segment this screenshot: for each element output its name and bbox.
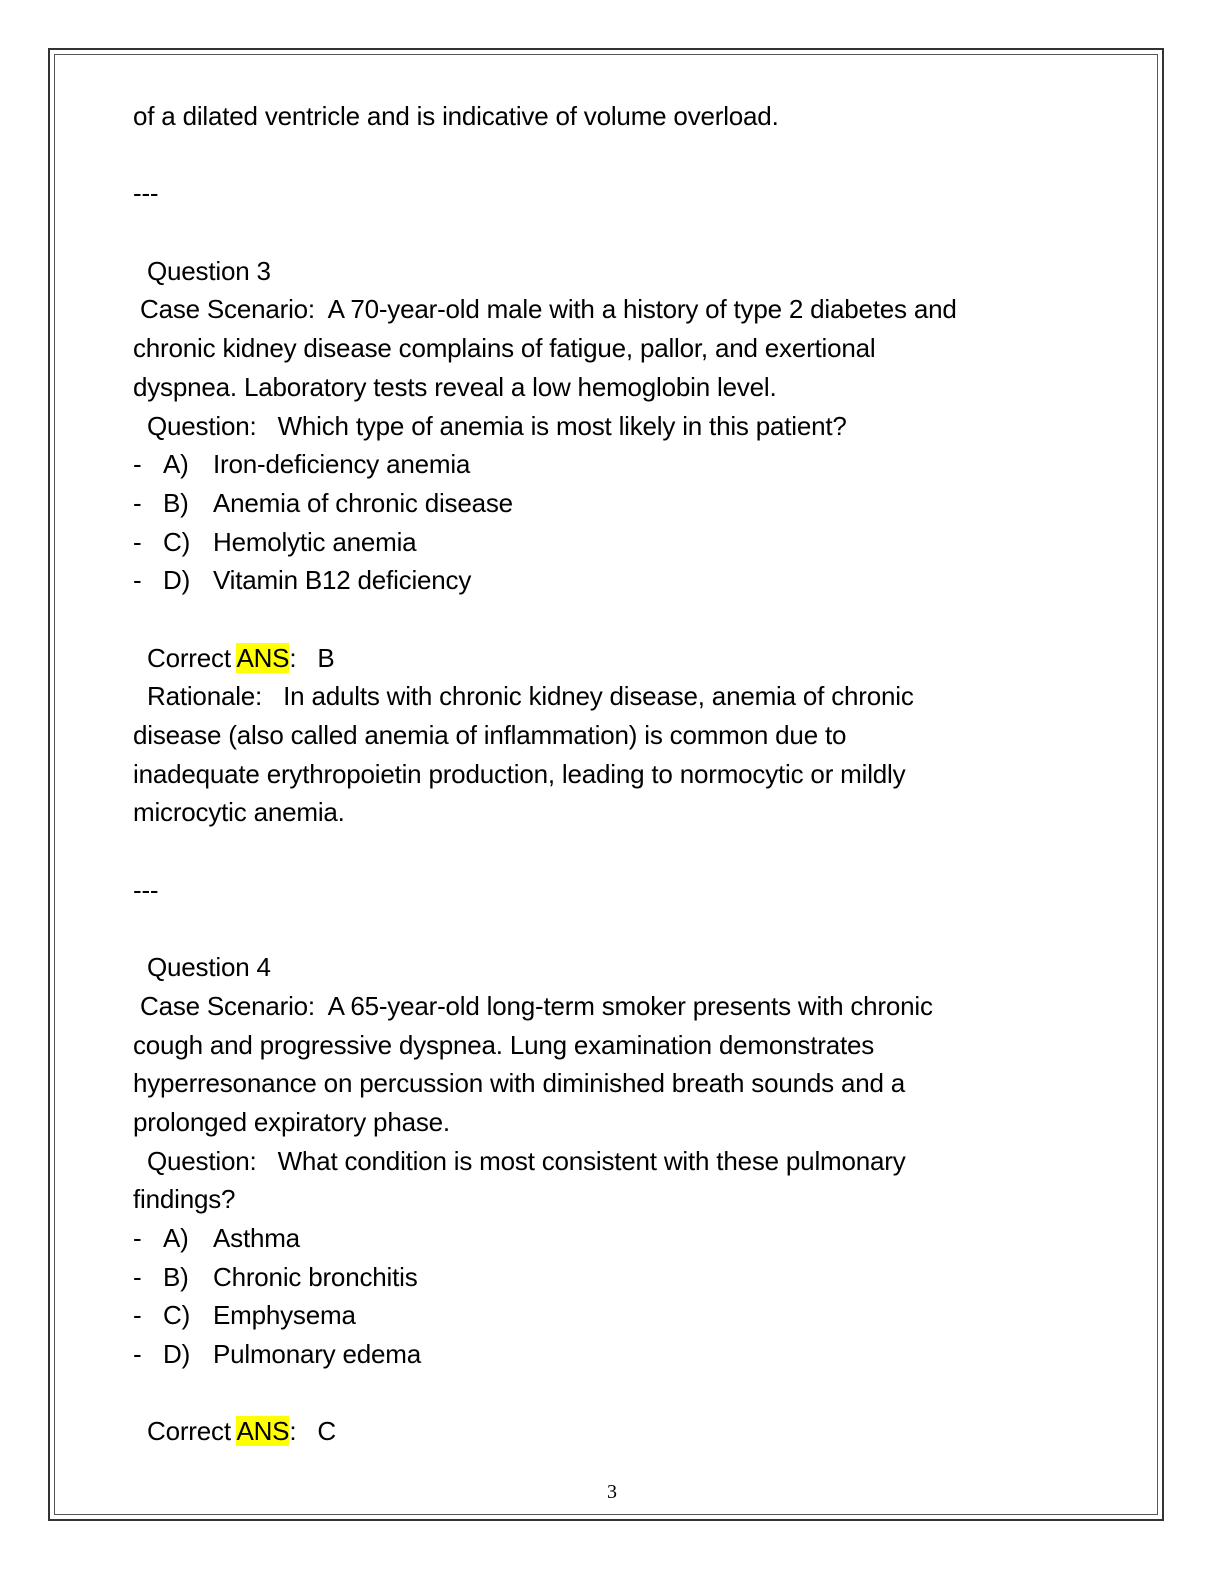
document-body <box>133 97 1093 1451</box>
option-text: Chronic bronchitis <box>213 1261 418 1292</box>
question-4-question-line: findings? <box>133 1184 236 1215</box>
question-3-scenario-line <box>133 290 1093 329</box>
separator: --- <box>133 178 159 209</box>
page-number: 3 <box>607 1481 617 1503</box>
option-letter: D) <box>163 565 191 596</box>
question-text: What condition is most consistent with these pulmonary <box>277 1145 906 1176</box>
option-dash: - <box>133 449 142 480</box>
option-letter: C) <box>163 526 191 557</box>
question-3-scenario-line: chronic kidney disease complains of fatigue, pallor, and exertional <box>133 333 876 364</box>
option-dash: - <box>133 487 142 518</box>
option-text: Hemolytic anemia <box>213 526 417 557</box>
question-3-option-a <box>133 445 1093 484</box>
option-text: Asthma <box>213 1222 300 1253</box>
question-3-rationale <box>133 677 1093 716</box>
question-3-rationale-line: microcytic anemia. <box>133 797 345 828</box>
separator: --- <box>133 874 159 905</box>
question-3-option-c <box>133 523 1093 562</box>
option-dash: - <box>133 1300 142 1331</box>
question-4-scenario-line: cough and progressive dyspnea. Lung examination demonstrates <box>133 1029 875 1060</box>
question-4-option-b <box>133 1258 1093 1297</box>
question-3-heading: Question 3 <box>147 255 271 286</box>
option-letter: C) <box>163 1300 191 1331</box>
question-4-option-d <box>133 1335 1093 1374</box>
scenario-label: Case Scenario: <box>140 294 315 325</box>
scenario-text: A 70-year-old male with a history of type 2 diabetes and <box>327 294 957 325</box>
option-letter: A) <box>163 449 189 480</box>
option-letter: B) <box>163 1261 189 1292</box>
option-dash: - <box>133 1339 142 1369</box>
question-label: Question: <box>147 1145 257 1176</box>
question-text: Which type of anemia is most likely in this patient? <box>277 410 847 441</box>
option-text: Pulmonary edema <box>213 1339 421 1369</box>
option-dash: - <box>133 1261 142 1292</box>
question-4-answer <box>133 1412 1093 1451</box>
option-text: Iron-deficiency anemia <box>213 449 471 480</box>
option-letter: B) <box>163 487 189 518</box>
continuation-text: of a dilated ventricle and is indicative of volume overload. <box>133 101 779 131</box>
rationale-label: Rationale: <box>147 681 263 712</box>
option-text: Anemia of chronic disease <box>213 487 513 518</box>
question-3-rationale-line: inadequate erythropoietin production, leading to normocytic or mildly <box>133 758 906 789</box>
option-dash: - <box>133 1222 142 1253</box>
option-letter: A) <box>163 1222 189 1253</box>
answer-value: : B <box>289 642 335 673</box>
question-4-heading: Question 4 <box>147 952 271 983</box>
scenario-text: A 65-year-old long-term smoker presents with chronic <box>327 990 933 1021</box>
question-4-option-a <box>133 1219 1093 1258</box>
answer-highlight: ANS <box>236 642 290 673</box>
question-4-scenario-line: hyperresonance on percussion with diminished breath sounds and a <box>133 1068 906 1099</box>
question-3-answer <box>133 639 1093 678</box>
question-3-rationale-line: disease (also called anemia of inflammation) is common due to <box>133 720 847 750</box>
answer-value: : C <box>289 1416 336 1447</box>
scenario-label: Case Scenario: <box>140 990 315 1021</box>
question-4-question <box>133 1142 1093 1181</box>
rationale-text: In adults with chronic kidney disease, anemia of chronic <box>283 681 914 712</box>
answer-prefix: Correct <box>147 1416 231 1447</box>
question-4-scenario-line: prolonged expiratory phase. <box>133 1106 450 1137</box>
question-3-option-d <box>133 561 1093 600</box>
option-text: Vitamin B12 deficiency <box>213 565 472 596</box>
option-dash: - <box>133 565 142 596</box>
question-4-option-c <box>133 1296 1093 1335</box>
question-3-question <box>133 407 1093 446</box>
option-letter: D) <box>163 1339 191 1369</box>
question-3-option-b <box>133 484 1093 523</box>
option-dash: - <box>133 526 142 557</box>
question-4-scenario-line <box>133 987 1093 1026</box>
option-text: Emphysema <box>213 1300 356 1331</box>
question-label: Question: <box>147 410 257 441</box>
answer-highlight: ANS <box>236 1416 290 1447</box>
answer-prefix: Correct <box>147 642 231 673</box>
question-3-scenario-line: dyspnea. Laboratory tests reveal a low hemoglobin level. <box>133 371 777 402</box>
